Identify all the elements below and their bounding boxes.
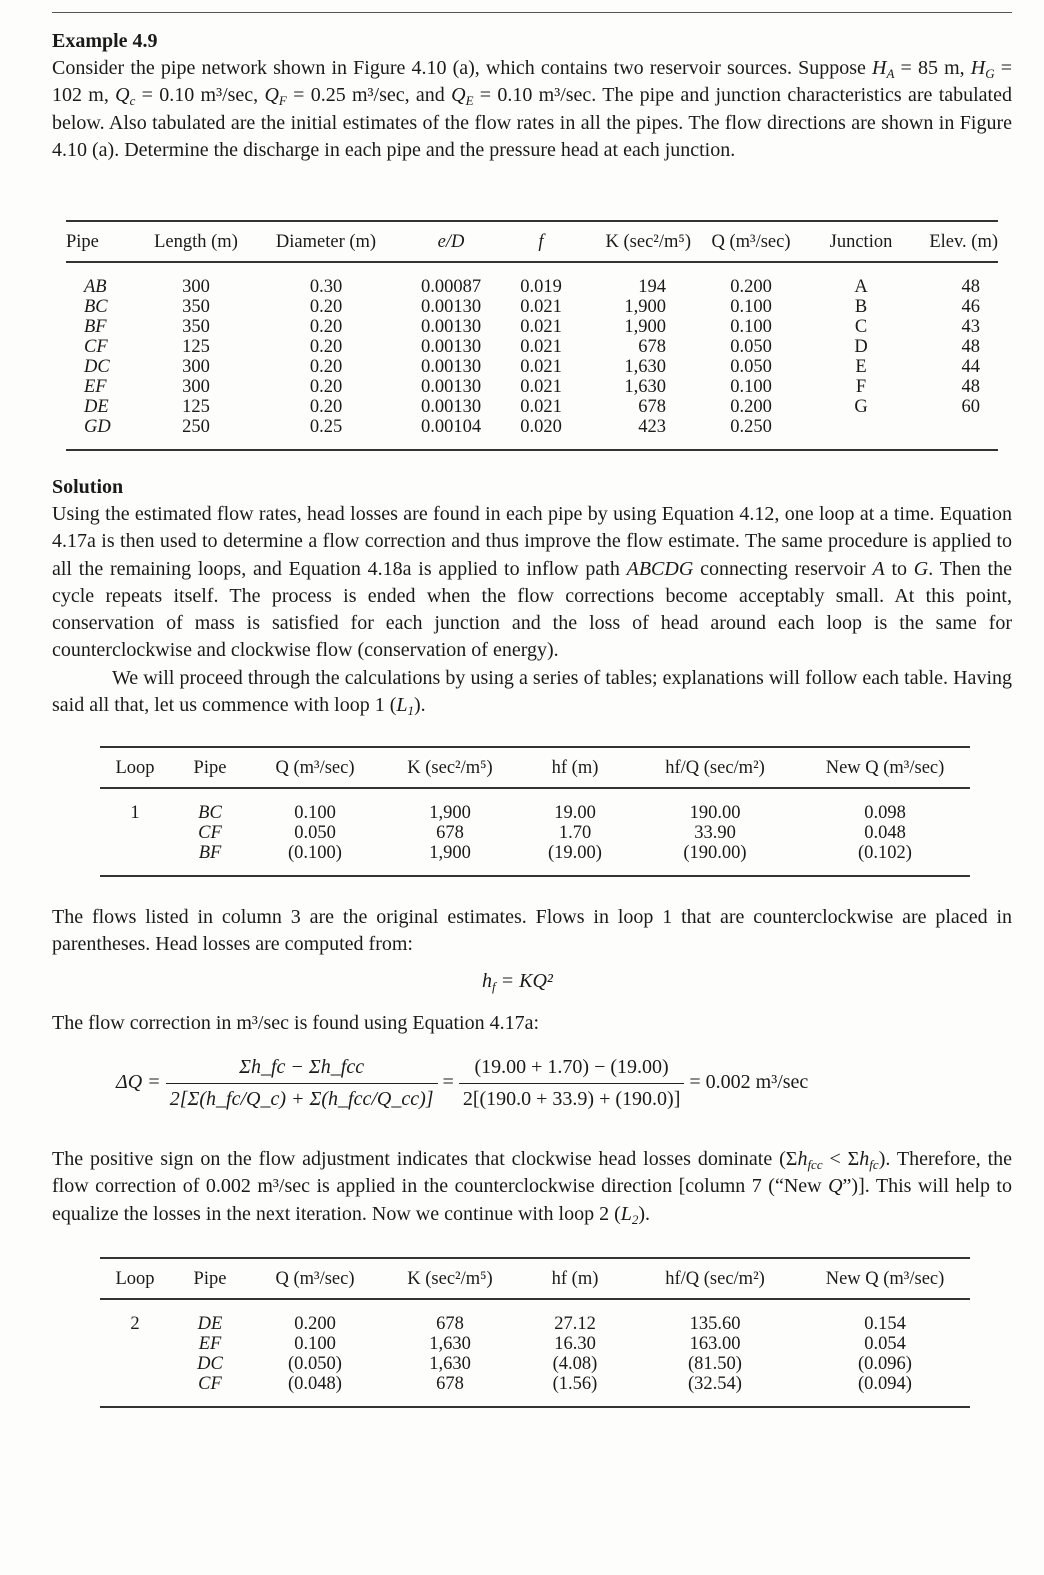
math-variable: $L_2$ [620, 1202, 639, 1227]
table-row [66, 397, 998, 417]
correction-paragraph [52, 1010, 1012, 1037]
table-cell: 0.021 [520, 337, 562, 357]
table-cell: 0.200 [730, 277, 772, 297]
table-cell: 19.00 [554, 803, 596, 823]
example-title: Example 4.9 [52, 30, 158, 52]
table-cell: 48 [961, 377, 980, 397]
table-cell: 194 [638, 277, 666, 297]
table-cell: CF [84, 337, 108, 357]
header-row [100, 747, 970, 788]
table-cell: DE [197, 1314, 223, 1334]
text-run: = 0.10 m³/sec, [135, 84, 265, 107]
table-cell: 0.20 [309, 357, 343, 377]
table-row [66, 297, 998, 317]
table-cell: 678 [436, 1374, 464, 1394]
table-cell: 16.30 [554, 1334, 596, 1354]
table-cell: 0.00130 [420, 297, 482, 317]
column-header: K (sec²/m⁵) [380, 747, 520, 788]
table-cell: 0.00130 [420, 397, 482, 417]
text-run: Using the estimated flow rates, head losses are found in each pipe by using Equation 4.12, one loop at a time. Equation 4.17a is then used to determine a flow correction and thus improve the flow estimate. The same procedure is applied to all the remaining loops, and Equation 4.18a is applied to inflow path [52, 503, 1012, 580]
table-cell: BC [84, 297, 108, 317]
table-cell: (0.102) [858, 843, 912, 863]
column-header: e/D [396, 221, 506, 262]
table-row [66, 317, 998, 337]
table-cell: 0.00087 [420, 277, 482, 297]
column-header: Q (m³/sec) [691, 221, 811, 262]
table-cell: 1,900 [624, 297, 666, 317]
numeric-fraction: $\frac{(19.00 + 1.70) - (19.00)}{2[(190.0 + 33.9) + (190.0)]}$ [459, 1056, 685, 1111]
table-cell: A [854, 277, 868, 297]
table-cell: (4.08) [552, 1354, 598, 1374]
table-cell: 0.20 [309, 377, 343, 397]
table-cell: 163.00 [689, 1334, 741, 1354]
table-cell: DE [84, 397, 109, 417]
table-cell: 46 [961, 297, 980, 317]
table-row [100, 843, 970, 876]
column-header: hf/Q (sec/m²) [630, 1258, 800, 1299]
table-cell: (0.100) [288, 843, 342, 863]
loop-number-cell [100, 1334, 170, 1354]
table-cell: EF [198, 1334, 222, 1354]
column-header: Loop [100, 747, 170, 788]
italic-term: ABCDG [626, 557, 694, 580]
math-variable: $Q_c$ [115, 84, 136, 109]
text-run: ). [414, 694, 426, 717]
column-header: Pipe [170, 747, 250, 788]
text-run: ). Therefore, the flow correction of 0.002 m³/sec is applied in the counterclockwise direction [column 7 (“New [52, 1148, 1013, 1198]
text-run: The flows listed in column 3 are the original estimates. Flows in loop 1 that are counterclockwise are placed in parentheses. Head losses are computed from: [52, 906, 1012, 956]
column-header: Diameter (m) [256, 221, 396, 262]
math-variable: $Q_F$ [264, 84, 287, 109]
table-cell: 0.050 [730, 337, 772, 357]
table-cell: 0.00130 [420, 357, 482, 377]
table-cell: 0.050 [730, 357, 772, 377]
table-cell: 1,630 [624, 377, 666, 397]
header-row [100, 1258, 970, 1299]
text-run: = 0.10 m³/sec. The pipe and junction characteristics are tabulated below. Also tabulated are the initial estimates of the flow rates in all the pipes. The flow directions are shown in Figure 4.10 (a). Determine the discharge in each pipe and the pressure head at each junction. [52, 84, 1012, 161]
table-cell: 0.00130 [420, 317, 482, 337]
table-row [100, 1354, 970, 1374]
table-cell: 43 [961, 317, 980, 337]
table-cell: 60 [961, 397, 980, 417]
loop-number-cell [100, 843, 170, 876]
table-cell: 48 [961, 337, 980, 357]
table-cell: 678 [436, 1314, 464, 1334]
table-cell: 27.12 [554, 1314, 596, 1334]
table-cell: (32.54) [688, 1374, 742, 1394]
table-cell: 0.100 [294, 803, 336, 823]
table-cell: 125 [182, 337, 210, 357]
table-cell: D [854, 337, 868, 357]
intro-paragraph [52, 55, 1012, 164]
table-row [66, 377, 998, 397]
table-cell: 0.20 [309, 317, 343, 337]
table-cell: (0.096) [858, 1354, 912, 1374]
text-run: ). [638, 1202, 651, 1225]
math-variable: $h_{fc}$ [859, 1148, 879, 1172]
math-variable: $h_{fcc}$ [797, 1148, 823, 1172]
table-row [100, 1334, 970, 1354]
table-row [100, 788, 970, 823]
table-cell: 33.90 [694, 823, 736, 843]
column-header: K (sec²/m⁵) [380, 1258, 520, 1299]
table-cell: 0.100 [730, 377, 772, 397]
table-cell: 1,630 [624, 357, 666, 377]
table-row [100, 1374, 970, 1407]
correction-paragraph-block [52, 1010, 1012, 1037]
table-cell: 0.20 [309, 397, 343, 417]
table-cell: (0.094) [858, 1374, 912, 1394]
table-cell: BF [198, 843, 222, 863]
flow-correction-equation: ΔQ = $\frac{\text{Σh\_fc − Σh\_fcc}}{\text{2[Σ(h\_fc/Q\_c) + Σ(h\_fcc/Q\_cc)]}}$ = $\frac{(19.00 + 1.70) - (19.00)}{2[(190.0 + 33.9) + (190.0)]}$ = 0.002 m³/sec [116, 1056, 809, 1110]
table-cell: 125 [182, 397, 210, 417]
table-cell: 0.154 [864, 1314, 906, 1334]
table-cell: 0.019 [520, 277, 562, 297]
loop-number-cell: 2 [130, 1314, 140, 1334]
table-row [100, 1299, 970, 1334]
solution-paragraph-2 [52, 665, 1012, 720]
table-cell: 0.021 [520, 317, 562, 337]
flows-paragraph-block [52, 904, 1012, 959]
table-cell: 0.00104 [420, 417, 482, 437]
italic-term: Q [828, 1175, 843, 1198]
text-run: = 0.25 m³/sec, and [286, 84, 452, 107]
math-variable: $H_A$ [872, 57, 895, 81]
table-cell: BF [84, 317, 107, 337]
column-header: New Q (m³/sec) [800, 747, 970, 788]
table-cell: 0.00130 [420, 337, 482, 357]
table-cell: 0.200 [730, 397, 772, 417]
table-row [66, 337, 998, 357]
table-cell: B [854, 297, 868, 317]
example-block [52, 28, 1012, 164]
table-cell: 0.100 [730, 317, 772, 337]
math-variable: $H_G$ [970, 57, 995, 81]
column-header: Pipe [66, 221, 136, 262]
solution-paragraph-1 [52, 501, 1012, 665]
column-header: Junction [811, 221, 911, 262]
table-cell: 0.30 [309, 277, 343, 297]
table-cell: 0.020 [520, 417, 562, 437]
table-cell: 0.250 [730, 417, 772, 437]
table-cell: 350 [182, 297, 210, 317]
math-variable: $Q_E$ [451, 84, 474, 109]
table-cell: G [854, 397, 868, 417]
table-cell: 0.021 [520, 377, 562, 397]
italic-term: A [872, 557, 885, 580]
table-cell: (81.50) [688, 1354, 742, 1374]
table-cell: DC [84, 357, 110, 377]
table-cell: 300 [182, 277, 210, 297]
table-cell [811, 417, 911, 450]
table-cell: GD [84, 417, 111, 437]
table-cell: 0.050 [294, 823, 336, 843]
text-run: connecting reservoir [693, 557, 873, 580]
table-cell: 1.70 [558, 823, 592, 843]
table-cell: 0.054 [864, 1334, 906, 1354]
math-variable: $L_1$ [396, 694, 414, 719]
loop-number-cell [100, 823, 170, 843]
table-cell: 0.100 [730, 297, 772, 317]
column-header: K (sec²/m⁵) [576, 221, 691, 262]
loop-number-cell [100, 1354, 170, 1374]
table-cell: 0.021 [520, 397, 562, 417]
text-run: The positive sign on the flow adjustment indicates that clockwise head losses dominate (Σ [52, 1148, 798, 1170]
table-cell [911, 417, 998, 450]
table-cell: 0.20 [309, 297, 343, 317]
table-cell: EF [84, 377, 107, 397]
flows-paragraph [52, 904, 1012, 959]
table-cell: (1.56) [552, 1374, 598, 1394]
column-header: Pipe [170, 1258, 250, 1299]
table-cell: DC [197, 1354, 223, 1374]
positive-sign-paragraph-block [52, 1146, 1012, 1228]
top-rule [52, 12, 1012, 13]
text-run: < Σ [822, 1148, 860, 1170]
table-cell: 0.021 [520, 297, 562, 317]
table-cell: 135.60 [689, 1314, 741, 1334]
table-cell: 44 [961, 357, 980, 377]
table-cell: 1,900 [429, 843, 471, 863]
text-run: to [884, 557, 914, 580]
table-cell: 0.100 [294, 1334, 336, 1354]
table-cell: 0.200 [294, 1314, 336, 1334]
table-row [66, 357, 998, 377]
column-header: Length (m) [136, 221, 256, 262]
symbolic-fraction: $\frac{\text{Σh\_fc − Σh\_fcc}}{\text{2[Σ(h\_fc/Q\_c) + Σ(h\_fcc/Q\_cc)]}}$ [166, 1056, 438, 1111]
table-cell: BC [198, 803, 222, 823]
table-cell: (0.048) [288, 1374, 342, 1394]
table-cell: 1,900 [624, 317, 666, 337]
table-cell: AB [84, 277, 107, 297]
table-cell: 678 [436, 823, 464, 843]
text-run: = 102 m, [52, 57, 1012, 107]
text-run: . Then the cycle repeats itself. The process is ended when the flow corrections become acceptably small. At this point, conservation of mass is satisfied for each junction and the loss of head around each loop is the same for counterclockwise and clockwise flow (conservation of energy). [52, 557, 1012, 662]
table-cell: 1,900 [429, 803, 471, 823]
column-header: hf (m) [520, 747, 630, 788]
text-run: Consider the pipe network shown in Figure 4.10 (a), which contains two reservoir sources. Suppose [52, 57, 873, 79]
table-cell: CF [198, 1374, 222, 1394]
table-cell: 300 [182, 357, 210, 377]
solution-block [52, 474, 1012, 719]
table-row [66, 417, 998, 450]
italic-term: G [913, 557, 929, 580]
table-cell: 0.098 [864, 803, 906, 823]
text-run: = 85 m, [894, 57, 971, 79]
table-cell: (190.00) [683, 843, 747, 863]
column-header: Q (m³/sec) [250, 1258, 380, 1299]
column-header: hf/Q (sec/m²) [630, 747, 800, 788]
loop-1-table [100, 746, 970, 877]
positive-sign-paragraph [52, 1146, 1012, 1228]
table-cell: 0.25 [309, 417, 343, 437]
table-cell: 0.021 [520, 357, 562, 377]
table-cell: CF [198, 823, 222, 843]
pipe-characteristics-table [66, 220, 998, 451]
text-run: We will proceed through the calculations by using a series of tables; explanations will follow each table. Having said all that, let us commence with loop 1 ( [52, 666, 1012, 717]
table-cell: 1,630 [429, 1354, 471, 1374]
column-header: f [506, 221, 576, 262]
header-row [66, 221, 998, 262]
table-cell: 350 [182, 317, 210, 337]
head-loss-equation: $h_f = KQ^2$ [482, 970, 553, 994]
text-run: ”)]. This will help to equalize the losses in the next iteration. Now we continue with loop 2 ( [52, 1175, 1012, 1225]
table-cell: 190.00 [689, 803, 741, 823]
table-cell: 250 [182, 417, 210, 437]
table-row [66, 262, 998, 297]
table-cell: 0.00130 [420, 377, 482, 397]
loop-number-cell: 1 [130, 803, 140, 823]
table-cell: 1,630 [429, 1334, 471, 1354]
column-header: Q (m³/sec) [250, 747, 380, 788]
table-cell: 423 [638, 417, 666, 437]
column-header: hf (m) [520, 1258, 630, 1299]
table-row [100, 823, 970, 843]
table-cell: C [854, 317, 868, 337]
table-cell: 678 [638, 397, 666, 417]
table-cell: 0.048 [864, 823, 906, 843]
table-cell: E [855, 357, 867, 377]
column-header: Loop [100, 1258, 170, 1299]
table-cell: (19.00) [548, 843, 602, 863]
table-cell: 678 [638, 337, 666, 357]
column-header: Elev. (m) [911, 221, 998, 262]
loop-2-table [100, 1257, 970, 1408]
table-cell: 0.20 [309, 337, 343, 357]
table-cell: 48 [961, 277, 980, 297]
loop-number-cell [100, 1374, 170, 1407]
table-cell: F [855, 377, 867, 397]
column-header: New Q (m³/sec) [800, 1258, 970, 1299]
solution-title: Solution [52, 476, 124, 498]
table-cell: 300 [182, 377, 210, 397]
table-cell: (0.050) [288, 1354, 342, 1374]
text-run: The flow correction in m³/sec is found using Equation 4.17a: [52, 1012, 540, 1034]
